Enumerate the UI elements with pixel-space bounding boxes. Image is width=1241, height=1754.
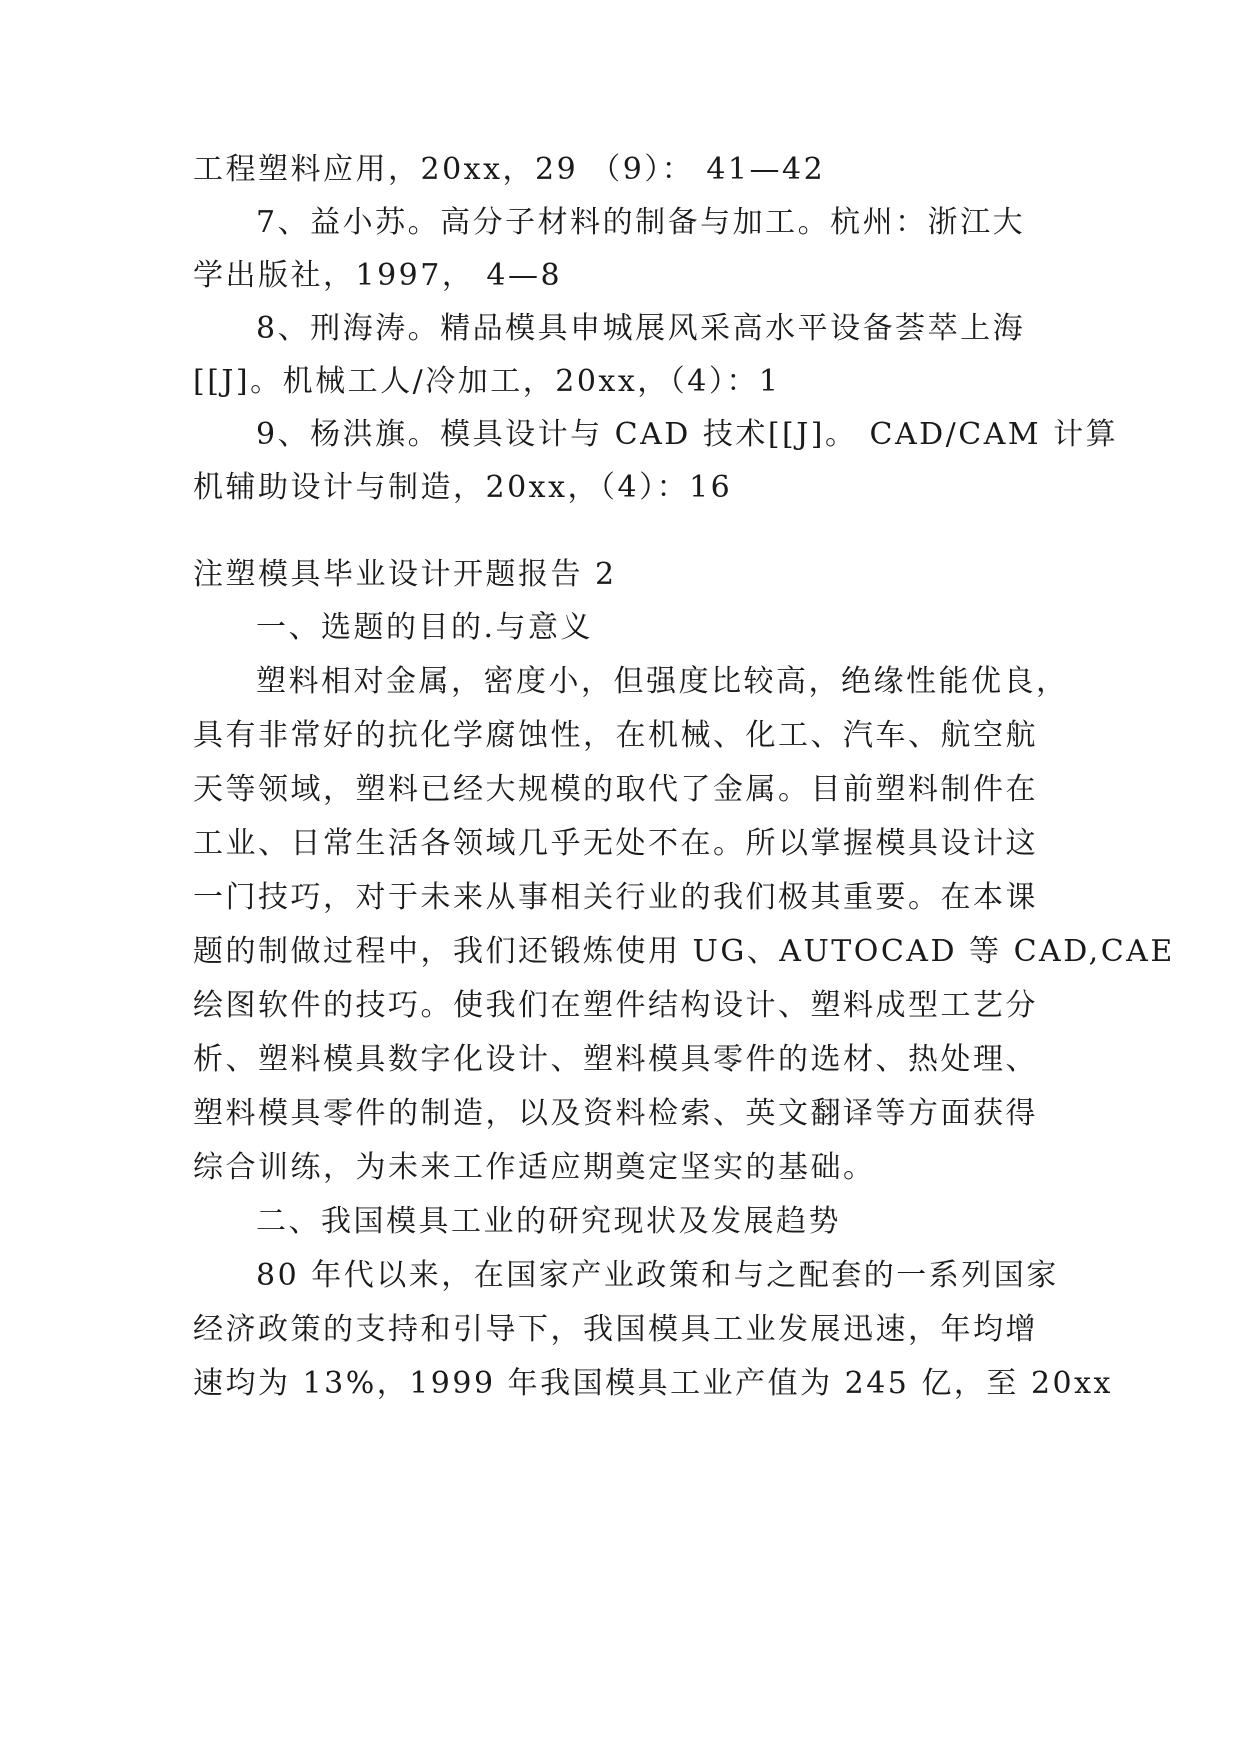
paragraph-line: 塑料相对金属，密度小，但强度比较高，绝缘性能优良， [256,664,1069,699]
reference-8: 8、刑海涛。精品模具申城展风采高水平设备荟萃上海 [256,311,1026,346]
paragraph-line: 经济政策的支持和引导下，我国模具工业发展迅速，年均增 [193,1312,1038,1347]
paragraph-line: 一门技巧，对于未来从事相关行业的我们极其重要。在本课 [193,880,1038,915]
paragraph-line: 题的制做过程中，我们还锻炼使用 UG、AUTOCAD 等 CAD,CAE [193,934,1175,969]
reference-7: 7、益小苏。高分子材料的制备与加工。杭州：浙江大 [256,205,1026,240]
paragraph-line: 速均为 13%，1999 年我国模具工业产值为 245 亿，至 20xx [193,1366,1113,1401]
paragraph-line: 绘图软件的技巧。使我们在塑件结构设计、塑料成型工艺分 [193,988,1038,1023]
reference-line: 工程塑料应用，20xx，29 （9）： 41—42 [193,152,826,187]
reference-line: 学出版社，1997， 4—8 [193,258,563,293]
section-title: 注塑模具毕业设计开题报告 2 [193,557,617,592]
paragraph-line: 析、塑料模具数字化设计、塑料模具零件的选材、热处理、 [193,1042,1038,1077]
reference-line: [[J]。机械工人/冷加工，20xx，（4）：1 [193,364,781,399]
reference-line: 机辅助设计与制造，20xx，（4）：16 [193,470,733,505]
heading-purpose: 一、选题的目的.与意义 [256,610,594,645]
paragraph-line: 具有非常好的抗化学腐蚀性，在机械、化工、汽车、航空航 [193,718,1038,753]
paragraph-line: 工业、日常生活各领域几乎无处不在。所以掌握模具设计这 [193,826,1038,861]
heading-status: 二、我国模具工业的研究现状及发展趋势 [256,1204,841,1239]
reference-9: 9、杨洪旗。模具设计与 CAD 技术[[J]。 CAD/CAM 计算 [256,417,1119,452]
paragraph-line: 天等领域，塑料已经大规模的取代了金属。目前塑料制件在 [193,772,1038,807]
paragraph-line: 综合训练，为未来工作适应期奠定坚实的基础。 [193,1150,876,1185]
paragraph-line: 80 年代以来，在国家产业政策和与之配套的一系列国家 [256,1258,1059,1293]
paragraph-line: 塑料模具零件的制造，以及资料检索、英文翻译等方面获得 [193,1096,1038,1131]
